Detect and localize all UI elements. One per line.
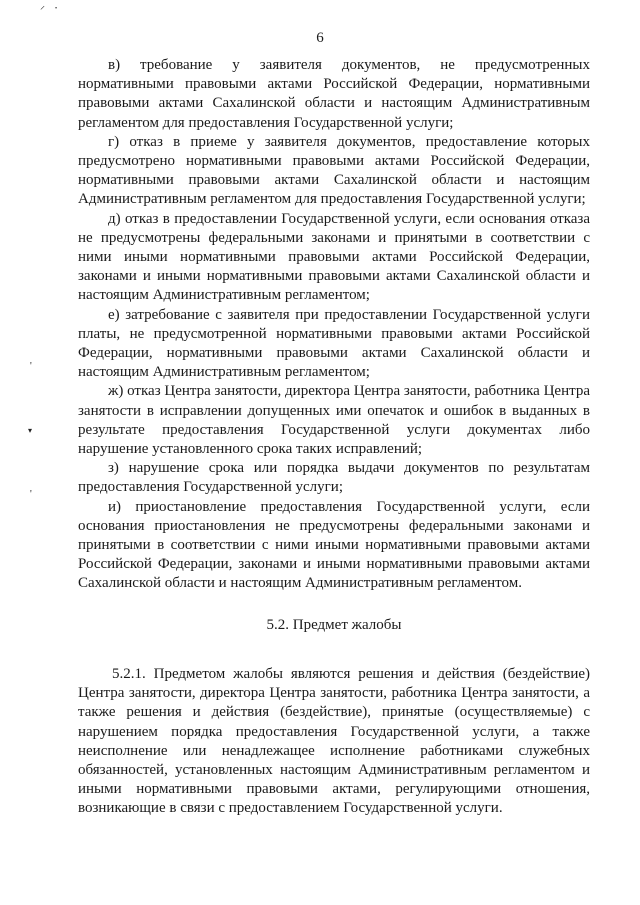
scan-mark-left-1: ' bbox=[30, 361, 32, 372]
list-item-i: и) приостановление предоставления Государственной услуги, если основания приостановления не предусмотрены федеральными законами и принятыми в соответствии с ними иными нормативными правовыми актами Российской Федерации, законами и иными нормативными правовыми актами Сахалинской области и настоящим Административным регламентом. bbox=[78, 498, 590, 592]
scan-mark-top-left-dot: • bbox=[55, 6, 58, 12]
page-number: 6 bbox=[316, 30, 324, 46]
scan-mark-left-3: ' bbox=[30, 489, 32, 500]
scan-mark-left-2: ▾ bbox=[28, 426, 33, 435]
paragraph-5-2-1: 5.2.1. Предметом жалобы являются решения и действия (бездействие) Центра занятости, директора Центра занятости, работника Центра занятости, а также решения и действия (бездействие), принятые (осуществляемые) с нарушением порядка предоставления Государственной услуги, а также неисполнение или ненадлежащее исполнение работниками служебных обязанностей, установленных настоящим Административным регламентом и иными нормативными правовыми актами, регулирующими отношения, возникающие в связи с предоставлением Государственной услуги. bbox=[78, 665, 590, 817]
list-item-v: в) требование у заявителя документов, не предусмотренных нормативными правовыми актами Российской Федерации, нормативными правовыми актами Сахалинской области и настоящим Административным регламентом для предоставления Государственной услуги; bbox=[78, 57, 590, 131]
list-item-e: е) затребование с заявителя при предоставлении Государственной услуги платы, не предусмотренной нормативными правовыми актами Российской Федерации, нормативными правовыми актами Сахалинской области и настоящим Административным регламентом; bbox=[78, 306, 590, 381]
list-item-d: д) отказ в предоставлении Государственной услуги, если основания отказа не предусмотрены федеральными законами и принятыми в соответствии с ними иными нормативными правовыми актами Российской Федерации, законами и иными нормативными правовыми актами Сахалинской области и настоящим Административным регламентом; bbox=[78, 210, 590, 304]
scan-mark-top-left: ⸍ bbox=[40, 5, 45, 16]
section-heading: 5.2. Предмет жалобы bbox=[266, 616, 402, 633]
document-body bbox=[78, 56, 590, 819]
list-item-g: г) отказ в приеме у заявителя документов, предоставление которых предусмотрено нормативными правовыми актами Российской Федерации, нормативными правовыми актами Сахалинской области и настоящим Административным регламентом для предоставления Государственной услуги; bbox=[78, 133, 590, 208]
list-item-zh: ж) отказ Центра занятости, директора Центра занятости, работника Центра занятости в исправлении допущенных ими опечаток и ошибок в выданных в результате предоставления Государственной услуги документах либо нарушение установленного срока таких исправлений; bbox=[78, 383, 590, 458]
list-item-z: з) нарушение срока или порядка выдачи документов по результатам предоставления Государственной услуги; bbox=[78, 460, 590, 496]
